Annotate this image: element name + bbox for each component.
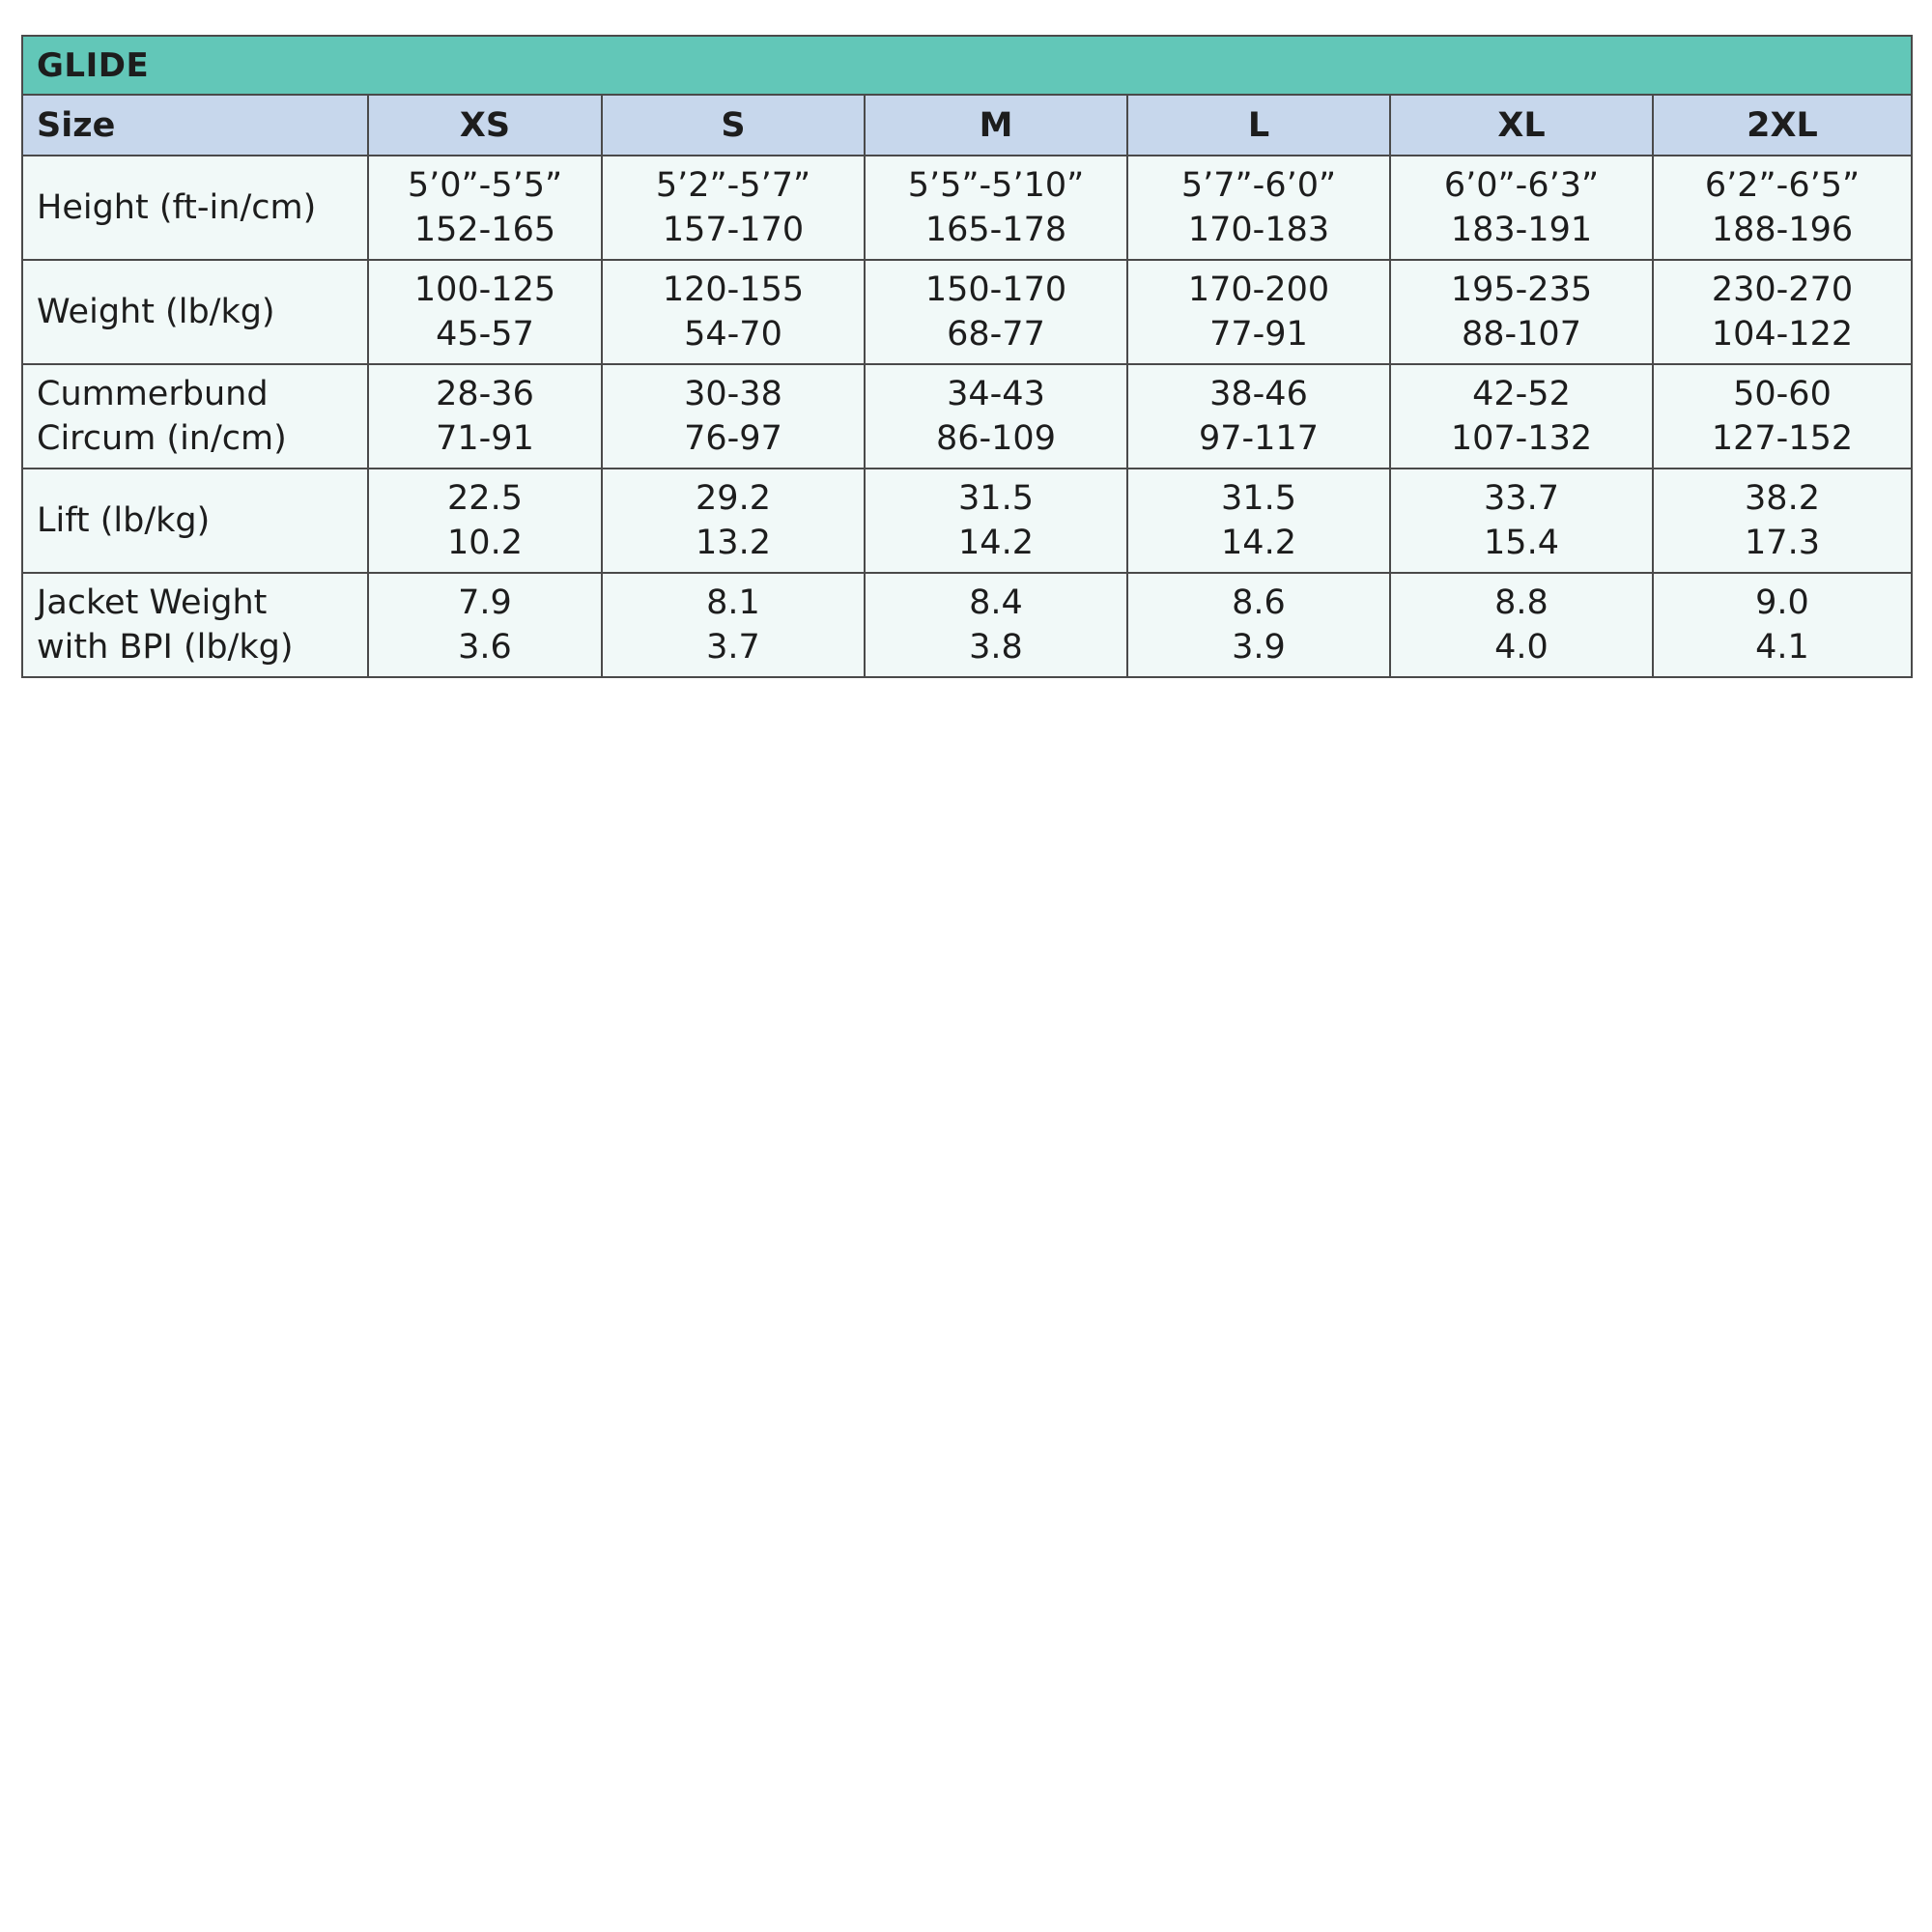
table-cell <box>865 364 1127 469</box>
cell-line: 4.0 <box>1494 628 1548 667</box>
cell-line: 230-270 <box>1711 270 1854 309</box>
size-header: XL <box>1390 96 1653 156</box>
row-label-line: Lift (lb/kg) <box>37 501 211 540</box>
cell-line: 28-36 <box>436 375 534 413</box>
table-cell <box>368 364 602 469</box>
header-label: Size <box>23 96 368 156</box>
cell-line: 34-43 <box>947 375 1045 413</box>
table-cell <box>1127 364 1390 469</box>
cell-line: 22.5 <box>447 479 523 518</box>
cell-line: 31.5 <box>1221 479 1296 518</box>
cell-line: 8.1 <box>706 583 760 622</box>
table-cell <box>1653 156 1911 260</box>
table-cell <box>602 573 865 676</box>
cell-line: 77-91 <box>1209 315 1308 354</box>
cell-line: 5’7”-6’0” <box>1180 166 1337 205</box>
cell-line: 165-178 <box>924 211 1067 249</box>
cell-line: 86-109 <box>936 419 1056 458</box>
row-label-line: Jacket Weight <box>37 583 268 622</box>
table-row <box>23 364 1911 469</box>
table-cell <box>1127 469 1390 573</box>
table-cell <box>1653 573 1911 676</box>
table-cell <box>1127 260 1390 364</box>
cell-line: 7.9 <box>458 583 512 622</box>
cell-line: 127-152 <box>1711 419 1854 458</box>
row-label-line: Cummerbund <box>37 375 269 413</box>
cell-line: 68-77 <box>947 315 1045 354</box>
size-header: L <box>1127 96 1390 156</box>
table-cell <box>368 573 602 676</box>
size-chart <box>21 35 1913 678</box>
table-row <box>23 469 1911 573</box>
table-cell <box>1390 364 1653 469</box>
cell-line: 8.8 <box>1494 583 1548 622</box>
cell-line: 15.4 <box>1484 524 1559 562</box>
cell-line: 120-155 <box>662 270 805 309</box>
cell-line: 3.6 <box>458 628 512 667</box>
row-label <box>23 573 368 676</box>
cell-line: 107-132 <box>1450 419 1593 458</box>
cell-line: 97-117 <box>1199 419 1319 458</box>
table-cell <box>1653 364 1911 469</box>
row-label <box>23 469 368 573</box>
header-row <box>23 96 1911 156</box>
table-cell <box>368 156 602 260</box>
cell-line: 8.6 <box>1232 583 1286 622</box>
row-label-line: Circum (in/cm) <box>37 419 287 458</box>
cell-line: 5’2”-5’7” <box>655 166 811 205</box>
table-cell <box>865 573 1127 676</box>
table-cell <box>1390 156 1653 260</box>
cell-line: 170-200 <box>1187 270 1330 309</box>
table-row <box>23 260 1911 364</box>
cell-line: 183-191 <box>1450 211 1593 249</box>
cell-line: 4.1 <box>1755 628 1809 667</box>
cell-line: 45-57 <box>436 315 534 354</box>
table-cell <box>602 260 865 364</box>
table-cell <box>368 469 602 573</box>
cell-line: 10.2 <box>447 524 523 562</box>
row-label-line: Height (ft-in/cm) <box>37 188 317 227</box>
row-label <box>23 156 368 260</box>
table-cell <box>1653 469 1911 573</box>
table-cell <box>602 364 865 469</box>
cell-line: 17.3 <box>1745 524 1820 562</box>
table-cell <box>368 260 602 364</box>
table-row <box>23 156 1911 260</box>
size-table <box>23 96 1911 676</box>
row-label-line: with BPI (lb/kg) <box>37 628 294 667</box>
table-cell <box>602 469 865 573</box>
cell-line: 5’5”-5’10” <box>907 166 1085 205</box>
table-cell <box>1390 260 1653 364</box>
cell-line: 88-107 <box>1462 315 1581 354</box>
cell-line: 195-235 <box>1450 270 1593 309</box>
cell-line: 31.5 <box>958 479 1034 518</box>
table-cell <box>865 469 1127 573</box>
size-header: XS <box>368 96 602 156</box>
cell-line: 71-91 <box>436 419 534 458</box>
cell-line: 3.9 <box>1232 628 1286 667</box>
cell-line: 188-196 <box>1711 211 1854 249</box>
cell-line: 6’0”-6’3” <box>1443 166 1600 205</box>
cell-line: 100-125 <box>413 270 556 309</box>
cell-line: 38-46 <box>1209 375 1308 413</box>
cell-line: 76-97 <box>684 419 782 458</box>
row-label <box>23 260 368 364</box>
row-label-line: Weight (lb/kg) <box>37 293 275 331</box>
table-cell <box>1390 469 1653 573</box>
cell-line: 157-170 <box>662 211 805 249</box>
cell-line: 42-52 <box>1472 375 1571 413</box>
size-header: S <box>602 96 865 156</box>
table-cell <box>1127 573 1390 676</box>
table-cell <box>1127 156 1390 260</box>
cell-line: 150-170 <box>924 270 1067 309</box>
table-cell <box>1653 260 1911 364</box>
cell-line: 13.2 <box>696 524 771 562</box>
cell-line: 104-122 <box>1711 315 1854 354</box>
row-label <box>23 364 368 469</box>
cell-line: 29.2 <box>696 479 771 518</box>
cell-line: 9.0 <box>1755 583 1809 622</box>
size-header: M <box>865 96 1127 156</box>
cell-line: 14.2 <box>958 524 1034 562</box>
table-cell <box>602 156 865 260</box>
cell-line: 14.2 <box>1221 524 1296 562</box>
cell-line: 30-38 <box>684 375 782 413</box>
table-row <box>23 573 1911 676</box>
size-header: 2XL <box>1653 96 1911 156</box>
table-cell <box>865 260 1127 364</box>
table-cell <box>1390 573 1653 676</box>
cell-line: 38.2 <box>1745 479 1820 518</box>
chart-title: GLIDE <box>23 37 1911 96</box>
cell-line: 5’0”-5’5” <box>407 166 563 205</box>
cell-line: 50-60 <box>1733 375 1832 413</box>
cell-line: 170-183 <box>1187 211 1330 249</box>
cell-line: 3.7 <box>706 628 760 667</box>
cell-line: 33.7 <box>1484 479 1559 518</box>
cell-line: 6’2”-6’5” <box>1704 166 1861 205</box>
cell-line: 8.4 <box>969 583 1023 622</box>
table-cell <box>865 156 1127 260</box>
cell-line: 3.8 <box>969 628 1023 667</box>
cell-line: 152-165 <box>413 211 556 249</box>
cell-line: 54-70 <box>684 315 782 354</box>
